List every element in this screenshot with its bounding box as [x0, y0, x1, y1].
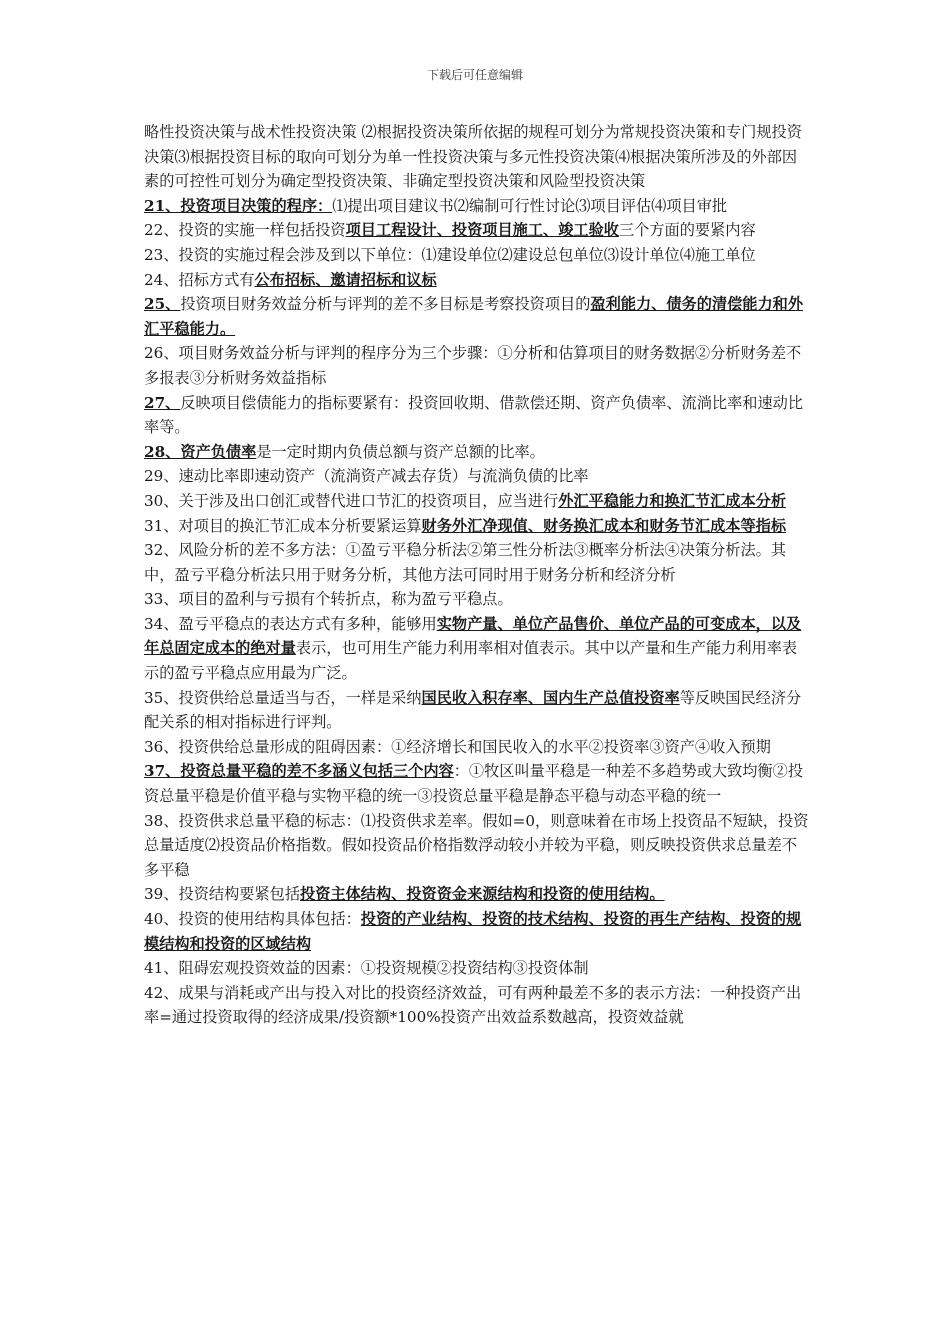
text-run: 42、成果与消耗或产出与投入对比的投资经济效益，可有两种最差不多的表示方法：一种投资产出率=通过投资取得的经济成果/投资额*100%投资产出效益系数越高，投资效益就 [144, 983, 802, 1027]
text-run: 31、对项目的换汇节汇成本分析要紧运算 [144, 516, 422, 535]
text-run: 34、盈亏平稳点的表达方式有多种，能够用 [144, 614, 437, 633]
text-run: 38、投资供求总量平稳的标志：⑴投资供求差率。假如=0，则意味着在市场上投资品不短缺，投资总量适度⑵投资品价格指数。假如投资品价格指数浮动较小并较为平稳，则反映投资供求总量差不多平稳 [144, 811, 809, 879]
text-run: 是一定时期内负债总额与资产总额的比率。 [256, 442, 545, 461]
paragraph [144, 218, 810, 243]
text-run: 22、投资的实施一样包括投资 [144, 221, 346, 240]
paragraph [144, 538, 810, 587]
text-run: 26、项目财务效益分析与评判的程序分为三个步骤：①分析和估算项目的财务数据②分析财务差不多报表③分析财务效益指标 [144, 344, 802, 387]
emphasized-text: 21、投资项目决策的程序： [144, 196, 333, 215]
text-run: 29、速动比率即速动资产（流淌资产减去存货）与流淌负债的比率 [144, 467, 589, 486]
text-run: 41、阻碍宏观投资效益的因素：①投资规模②投资结构③投资体制 [144, 959, 589, 978]
text-run: 35、投资供给总量适当与否，一样是采纳 [144, 688, 422, 707]
paragraph [144, 882, 810, 907]
paragraph [144, 587, 810, 612]
paragraph [144, 391, 810, 440]
text-run: 反映项目偿债能力的指标要紧有：投资回收期、借款偿还期、资产负债率、流淌比率和速动比率等。 [144, 393, 804, 437]
page-header: 下载后可任意编辑 [426, 68, 523, 82]
emphasized-text: 国民收入积存率、国内生产总值投资率 [421, 688, 680, 707]
paragraph [144, 907, 810, 956]
text-run: 24、招标方式有 [144, 270, 255, 289]
emphasized-text: 25、 [144, 295, 181, 314]
paragraph [144, 341, 810, 390]
emphasized-text: 27、 [144, 393, 181, 412]
text-run: 略性投资决策与战术性投资决策 ⑵根据投资决策所依据的规程可划分为常规投资决策和专门规投资决策⑶根据投资目标的取向可划分为单一性投资决策与多元性投资决策⑷根据决策所涉及的外部因素的可控性可划分为确定型投资决策、非确定型投资决策和风险型投资决策 [144, 123, 802, 191]
text-run: 23、投资的实施过程会涉及到以下单位：⑴建设单位⑵建设总包单位⑶设计单位⑷施工单位 [144, 245, 756, 264]
emphasized-text: 外汇平稳能力和换汇节汇成本分析 [558, 491, 787, 510]
emphasized-text: 37、投资总量平稳的差不多涵义包括三个内容 [144, 762, 454, 781]
emphasized-text: 投资的产业结构、投资的技术结构、投资的再生产结构、投资的规模结构和投资的区域结构 [144, 910, 802, 953]
paragraph [144, 292, 810, 341]
paragraph [144, 194, 810, 219]
paragraph [144, 686, 810, 735]
text-run: 投资项目财务效益分析与评判的差不多目标是考察投资项目的 [180, 295, 591, 314]
paragraph [144, 956, 810, 981]
emphasized-text: 盈利能力、债务的清偿能力和外汇平稳能力。 [144, 295, 804, 338]
text-run: ：①牧区叫量平稳是一种差不多趋势或大致均衡②投资总量平稳是价值平稳与实物平稳的统一③投资总量平稳是静态平稳与动态平稳的统一 [144, 762, 804, 806]
text-run: 33、项目的盈利与亏损有个转折点，称为盈亏平稳点。 [144, 590, 513, 609]
emphasized-text: 28、资产负债率 [144, 442, 257, 461]
text-run: 40、投资的使用结构具体包括： [144, 910, 361, 928]
emphasized-text: 投资主体结构、投资资金来源结构和投资的使用结构。 [300, 885, 665, 904]
text-run: 表示，也可用生产能力利用率相对值表示。其中以产量和生产能力利用率表示的盈亏平稳点应用最为广泛。 [144, 639, 798, 683]
text-run: 36、投资供给总量形成的阻碍因素：①经济增长和国民收入的水平②投资率③资产④收入预期 [144, 737, 771, 756]
text-run: 三个方面的要紧内容 [618, 221, 756, 240]
paragraph [144, 809, 810, 883]
emphasized-text: 公布招标、邀请招标和议标 [254, 270, 437, 289]
text-run: 30、关于涉及出口创汇或替代进口节汇的投资项目，应当进行 [144, 491, 559, 510]
paragraph [144, 981, 810, 1030]
paragraph [144, 735, 810, 760]
paragraph [144, 514, 810, 539]
paragraph [144, 440, 810, 465]
paragraph [144, 243, 810, 268]
document-body [144, 120, 810, 1030]
text-run: ⑴提出项目建议书⑵编制可行性讨论⑶项目评估⑷项目审批 [332, 196, 728, 215]
emphasized-text: 财务外汇净现值、财务换汇成本和财务节汇成本等指标 [421, 516, 787, 535]
emphasized-text: 项目工程设计、投资项目施工、竣工验收 [345, 221, 619, 240]
text-run: 39、投资结构要紧包括 [144, 885, 301, 904]
paragraph [144, 120, 810, 194]
emphasized-text: 实物产量、单位产品售价、单位产品的可变成本，以及年总固定成本的绝对量 [144, 614, 802, 658]
text-run: 32、风险分析的差不多方法：①盈亏平稳分析法②第三性分析法③概率分析法④决策分析法。其中，盈亏平稳分析法只用于财务分析，其他方法可同时用于财务分析和经济分析 [144, 541, 787, 584]
paragraph [144, 268, 810, 293]
paragraph [144, 759, 810, 808]
text-run: 等反映国民经济分配关系的相对指标进行评判。 [144, 688, 802, 732]
paragraph [144, 612, 810, 686]
paragraph [144, 489, 810, 514]
paragraph [144, 464, 810, 489]
